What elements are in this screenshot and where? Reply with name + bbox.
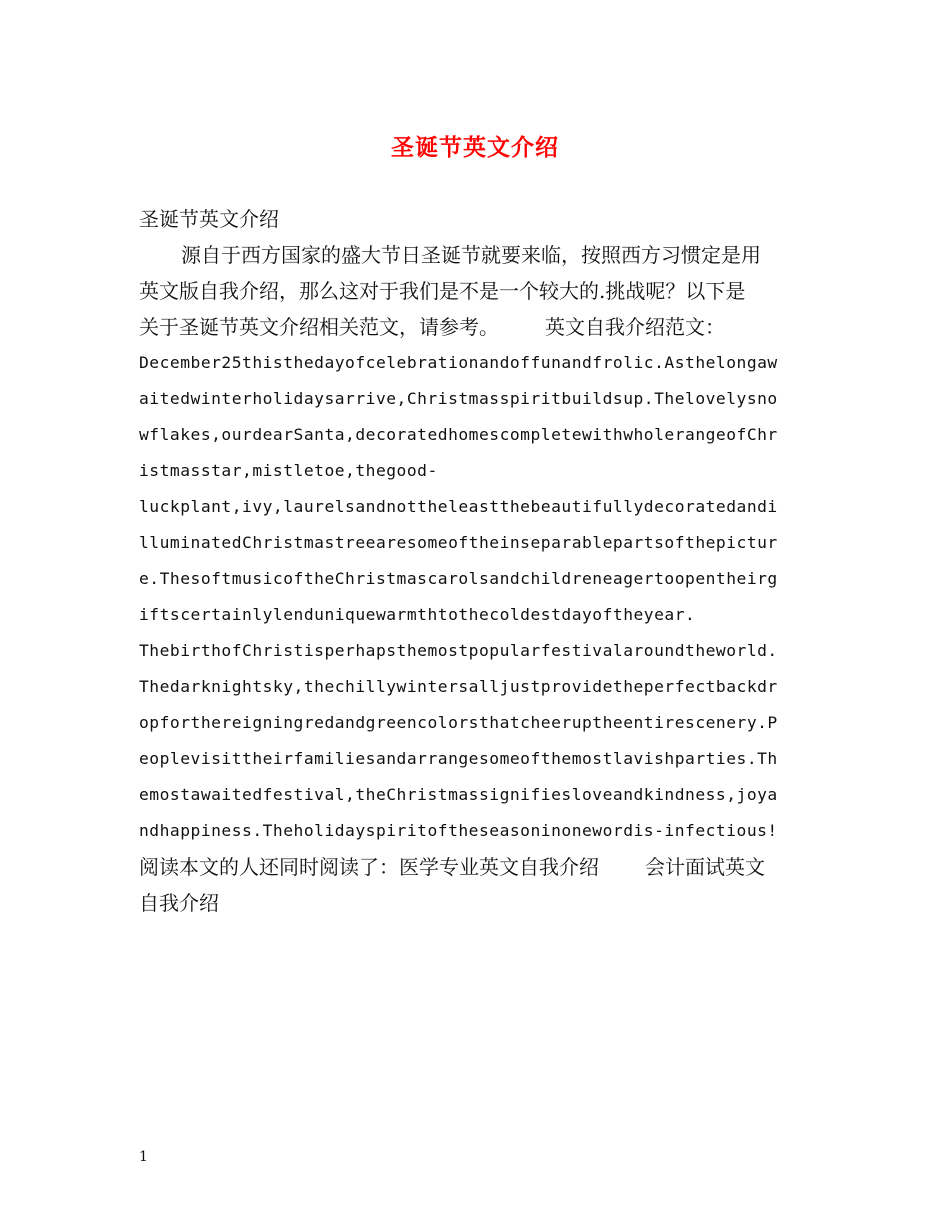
english-line-7: e.ThesoftmusicoftheChristmascarolsandchildreneagertoopentheirg [139, 569, 778, 588]
sample-heading: 英文自我介绍范文： [545, 315, 725, 339]
english-line-10: Thedarknightsky,thechillywintersalljustprovidetheperfectbackdr [139, 677, 778, 696]
english-line-9: ThebirthofChristisperhapsthemostpopularfestivalaroundtheworld. [139, 641, 778, 660]
document-body [139, 201, 811, 921]
related-link-accounting-part1[interactable]: 会计面试英文 [645, 855, 765, 879]
related-reading-cont [139, 885, 811, 921]
english-line-5: luckplant,ivy,laurelsandnottheleastthebeautifullydecoratedandi [139, 497, 778, 516]
intro-line-1: 源自于西方国家的盛大节日圣诞节就要来临，按照西方习惯定是用 [181, 243, 761, 267]
english-line-14: ndhappiness.Theholidayspiritoftheseasoninonewordis-infectious! [139, 821, 778, 840]
document-title: 圣诞节英文介绍 [391, 134, 559, 161]
english-line-8: iftscertainlylenduniquewarmthtothecoldestdayoftheyear. [139, 605, 696, 624]
section-heading: 圣诞节英文介绍 [139, 207, 279, 231]
english-line-3: wflakes,ourdearSanta,decoratedhomescompletewithwholerangeofChr [139, 425, 778, 444]
english-line-1: December25thisthedayofcelebrationandoffunandfrolic.Asthelongaw [139, 353, 778, 372]
page-number: 1 [139, 1149, 148, 1165]
english-line-2: aitedwinterholidaysarrive,Christmasspiritbuildsup.Thelovelysno [139, 389, 778, 408]
intro-line-3-text: 关于圣诞节英文介绍相关范文，请参考。 [139, 315, 499, 339]
intro-line-3 [139, 309, 811, 345]
related-reading [139, 849, 811, 885]
related-link-accounting-part2[interactable]: 自我介绍 [139, 891, 219, 915]
related-label: 阅读本文的人还同时阅读了： [139, 855, 399, 879]
intro-line-2: 英文版自我介绍，那么这对于我们是不是一个较大的.挑战呢？以下是 [139, 279, 746, 303]
english-line-6: lluminatedChristmastreearesomeoftheinseparablepartsofthepictur [139, 533, 778, 552]
english-line-12: eoplevisittheirfamiliesandarrangesomeofthemostlavishparties.Th [139, 749, 778, 768]
english-line-13: emostawaitedfestival,theChristmassignifiesloveandkindness,joya [139, 785, 778, 804]
related-link-medical[interactable]: 医学专业英文自我介绍 [399, 855, 599, 879]
english-line-4: istmasstar,mistletoe,thegood- [139, 461, 438, 480]
english-line-11: opforthereigningredandgreencolorsthatcheeruptheentirescenery.P [139, 713, 778, 732]
